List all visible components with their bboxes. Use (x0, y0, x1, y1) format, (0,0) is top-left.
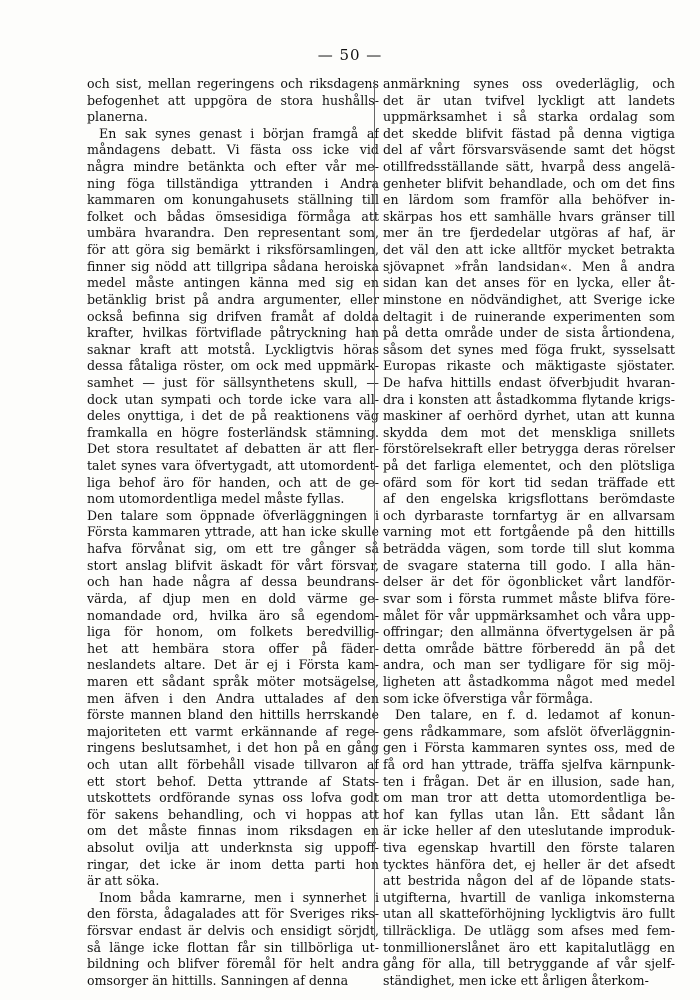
text-line: målet för vår uppmärksamhet och våra upp- (383, 607, 675, 623)
text-line: maskiner af oerhörd dyrhet, utan att kunna (383, 408, 675, 424)
text-line: De hafva hittills endast öfverbjudit hvaran- (383, 374, 675, 390)
text-line: tycktes hänföra det, ej heller är det afsedt (383, 856, 675, 872)
text-line: omsorger än hittills. Sanningen af denna (87, 972, 349, 988)
text-line: delser är det för ögonblicket vårt landför- (383, 574, 675, 590)
text-line: finner sig nödd att tillgripa sådana heroiska (87, 258, 379, 274)
text-line: genheter blifvit behandlade, och om det fins (383, 175, 675, 191)
text-line: samhet — just för sällsynthetens skull, — (87, 374, 379, 390)
text-line: liga behof äro för handen, och att de ge- (87, 474, 379, 490)
text-line: absolut ovilja att underknsta sig uppoff- (87, 840, 379, 856)
text-line: ständighet, men icke ett årligen återkom- (383, 972, 649, 988)
text-line: deles onyttiga, i det de på reaktionens väg (87, 408, 379, 424)
text-line: är att söka. (87, 873, 160, 889)
text-line: befogenhet att uppgöra de stora hushålls- (87, 92, 379, 108)
text-line: gens rådkammare, som afslöt öfverläggnin- (383, 723, 675, 739)
text-line: ofärd som för kort tid sedan träffade ett (383, 474, 675, 490)
text-line: dock utan sympati och torde icke vara all- (87, 391, 379, 407)
text-line: del af vårt försvarsväsende samt det högst (383, 142, 675, 158)
text-line: kammaren om konungahusets ställning till (87, 192, 379, 208)
text-line: het att hembära stora offer på fäder- (87, 640, 379, 656)
text-line: uppmärksamhet i så starka ordalag som (383, 109, 675, 125)
text-line: utgifterna, hvartill de vanliga inkomsterna (383, 889, 675, 905)
text-line: varning mot ett fortgående på den hittills (383, 524, 675, 540)
text-line: Den talare som öppnade öfverläggningen i (87, 507, 379, 523)
text-line: neslandets altare. Det är ej i Första kam- (87, 657, 379, 673)
text-line: dra i konsten att åstadkomma flytande krigs- (383, 391, 675, 407)
text-line: betänklig brist på andra argumenter, eller (87, 291, 379, 307)
text-line: den första, ådagalades att för Sveriges riks- (87, 906, 379, 922)
text-line: det är utan tvifvel lyckligt att landets (383, 92, 675, 108)
text-line: få ord han yttrade, träffa sjelfva kärnpunk- (383, 756, 675, 772)
text-line: att bestrida någon del af de löpande stats- (383, 873, 675, 889)
text-line: för sakens behandling, och vi hoppas att (87, 806, 379, 822)
text-line: mer än tre fjerdedelar utgöras af haf, är (383, 225, 675, 241)
text-line: sjövapnet »från landsidan«. Men å andra (383, 258, 675, 274)
text-line: dessa fåtaliga röster, om ock med uppmärk- (87, 358, 379, 374)
text-line: förstörelsekraft eller betrygga deras rörelser (383, 441, 675, 457)
text-line: Inom båda kamrarne, men i synnerhet i (99, 889, 379, 905)
text-line: en lärdom som framför alla behöfver in- (383, 192, 675, 208)
text-line: minstone en nödvändighet, att Sverige icke (383, 291, 675, 307)
text-line: och sist, mellan regeringens och riksdagens (87, 76, 379, 91)
text-line: ringens beslutsamhet, i det hon på en gång (87, 740, 379, 756)
text-line: det väl den att icke alltför mycket betrakta (383, 242, 675, 258)
text-line: offringar; den allmänna öfvertygelsen är på (383, 624, 675, 640)
text-line: tillräckliga. De utlägg som afses med fem- (383, 923, 675, 939)
text-line: Europas rikaste och mäktigaste sjöstater. (383, 358, 675, 374)
text-line: om man tror att detta utomordentliga be- (383, 790, 675, 806)
text-line: nom utomordentliga medel måste fyllas. (87, 491, 345, 507)
text-line: men äfven i den Andra uttalades af den (87, 690, 379, 706)
text-line: som icke öfverstiga vår förmåga. (383, 690, 594, 706)
text-line: på det farliga elementet, och den plötsliga (383, 458, 675, 474)
text-line: bildning och blifver föremål för helt andra (87, 956, 379, 972)
text-line: svar som i första rummet måste blifva före- (383, 590, 675, 606)
left-column (87, 76, 379, 990)
text-line: såsom det synes med föga frukt, sysselsatt (383, 341, 675, 357)
text-line: gång för alla, till betryggande af vår sjelf- (383, 956, 675, 972)
text-line: skydda dem mot det menskliga snillets (383, 424, 675, 440)
text-line: af den engelska krigsflottans berömdaste (383, 491, 675, 507)
page-number: — 50 — (317, 46, 383, 64)
text-line: om det måste finnas inom riksdagen en (87, 823, 379, 839)
text-line: folket och bådas ömsesidiga förmåga att (87, 208, 379, 224)
right-column (383, 76, 675, 990)
text-line: hafva förvånat sig, om ett tre gånger så (87, 541, 379, 557)
text-line: det skedde blifvit fästad på denna vigtiga (383, 125, 675, 141)
text-line: ringar, det icke är inom detta parti hon (87, 856, 379, 872)
text-line: Det stora resultatet af debatten är att fler- (87, 441, 379, 457)
text-line: tiva egenskap hvartill den förste talaren (383, 840, 675, 856)
text-line: några mindre betänkta och efter vår me- (87, 159, 379, 175)
text-line: och han hade några af dessa beundrans- (87, 574, 379, 590)
text-line: ten i frågan. Det är en illusion, sade han, (383, 773, 675, 789)
text-line: ning föga tillständiga yttranden i Andra (87, 175, 379, 191)
text-line: otillfredsställande sätt, hvarpå dess angelä- (383, 159, 675, 175)
text-line: stort anslag blifvit äskadt för vårt försvar, (87, 557, 379, 573)
text-line: ett stort behof. Detta yttrande af Stats- (87, 773, 379, 789)
text-line: medel måste antingen känna med sig en (87, 275, 379, 291)
text-line: majoriteten ett varmt erkännande af rege- (87, 723, 379, 739)
text-line: beträdda vägen, som torde till slut komma (383, 541, 675, 557)
text-line: tonmillionerslånet äro ett kapitalutlägg en (383, 939, 675, 955)
text-line: liga för honom, om folkets beredvillig- (87, 624, 379, 640)
text-line: detta område bättre förberedd än på det (383, 640, 675, 656)
text-line: anmärkning synes oss ovederläglig, och (383, 76, 675, 91)
text-line: deltagit i de ruinerande experimenten som (383, 308, 675, 324)
text-line: framkalla en högre fosterländsk stämning. (87, 424, 379, 440)
text-line: också befinna sig drifven framåt af dolda (87, 308, 379, 324)
text-line: på detta område under de sista årtiondena, (383, 325, 675, 341)
text-line: talet synes vara öfvertygadt, att utomordent- (87, 458, 379, 474)
text-line: ligheten att åstadkomma något med medel (383, 673, 675, 689)
column-divider (374, 80, 375, 940)
text-line: krafter, hvilkas förtviflade påtryckning han (87, 325, 379, 341)
text-line: planerna. (87, 109, 148, 125)
text-line: nomandade ord, hvilka äro så egendom- (87, 607, 379, 623)
text-line: och utan allt förbehåll visade tillvaron af (87, 756, 379, 772)
text-line: saknar kraft att motstå. Lyckligtvis höras (87, 341, 379, 357)
text-line: förste mannen bland den hittills herrskande (87, 707, 379, 723)
text-line: maren ett sådant språk möter motsägelse, (87, 673, 379, 689)
text-line: försvar endast är delvis och ensidigt sörjdt, (87, 923, 379, 939)
text-line: för att göra sig bemärkt i riksförsamlingen, (87, 242, 379, 258)
text-line: gen i Första kammaren syntes oss, med de (383, 740, 675, 756)
text-line: och dyrbaraste tornfartyg är en allvarsam (383, 507, 675, 523)
text-line: Den talare, en f. d. ledamot af konun- (395, 707, 675, 723)
text-line: hof kan fyllas utan lån. Ett sådant lån (383, 806, 675, 822)
text-line: skärpas hos ett samhälle hvars gränser till (383, 208, 675, 224)
text-line: är icke heller af den uteslutande improduk- (383, 823, 675, 839)
text-line: andra, och man ser tydligare för sig möj- (383, 657, 675, 673)
text-line: umbära hvarandra. Den representant som, (87, 225, 379, 241)
text-line: måndagens debatt. Vi fästa oss icke vid (87, 142, 379, 158)
text-line: de svagare staterna till godo. I alla hän- (383, 557, 675, 573)
text-line: värda, af djup men en dold värme ge- (87, 590, 379, 606)
text-line: sidan kan det anses för en lycka, eller åt- (383, 275, 675, 291)
text-line: En sak synes genast i början framgå af (99, 125, 379, 141)
text-line: Första kammaren yttrade, att han icke skulle (87, 524, 379, 540)
text-line: så länge icke flottan får sin tillbörliga ut- (87, 939, 379, 955)
text-line: utan all skatteförhöjning lyckligtvis äro fullt (383, 906, 675, 922)
text-line: utskottets ordförande synas oss lofva godt (87, 790, 379, 806)
